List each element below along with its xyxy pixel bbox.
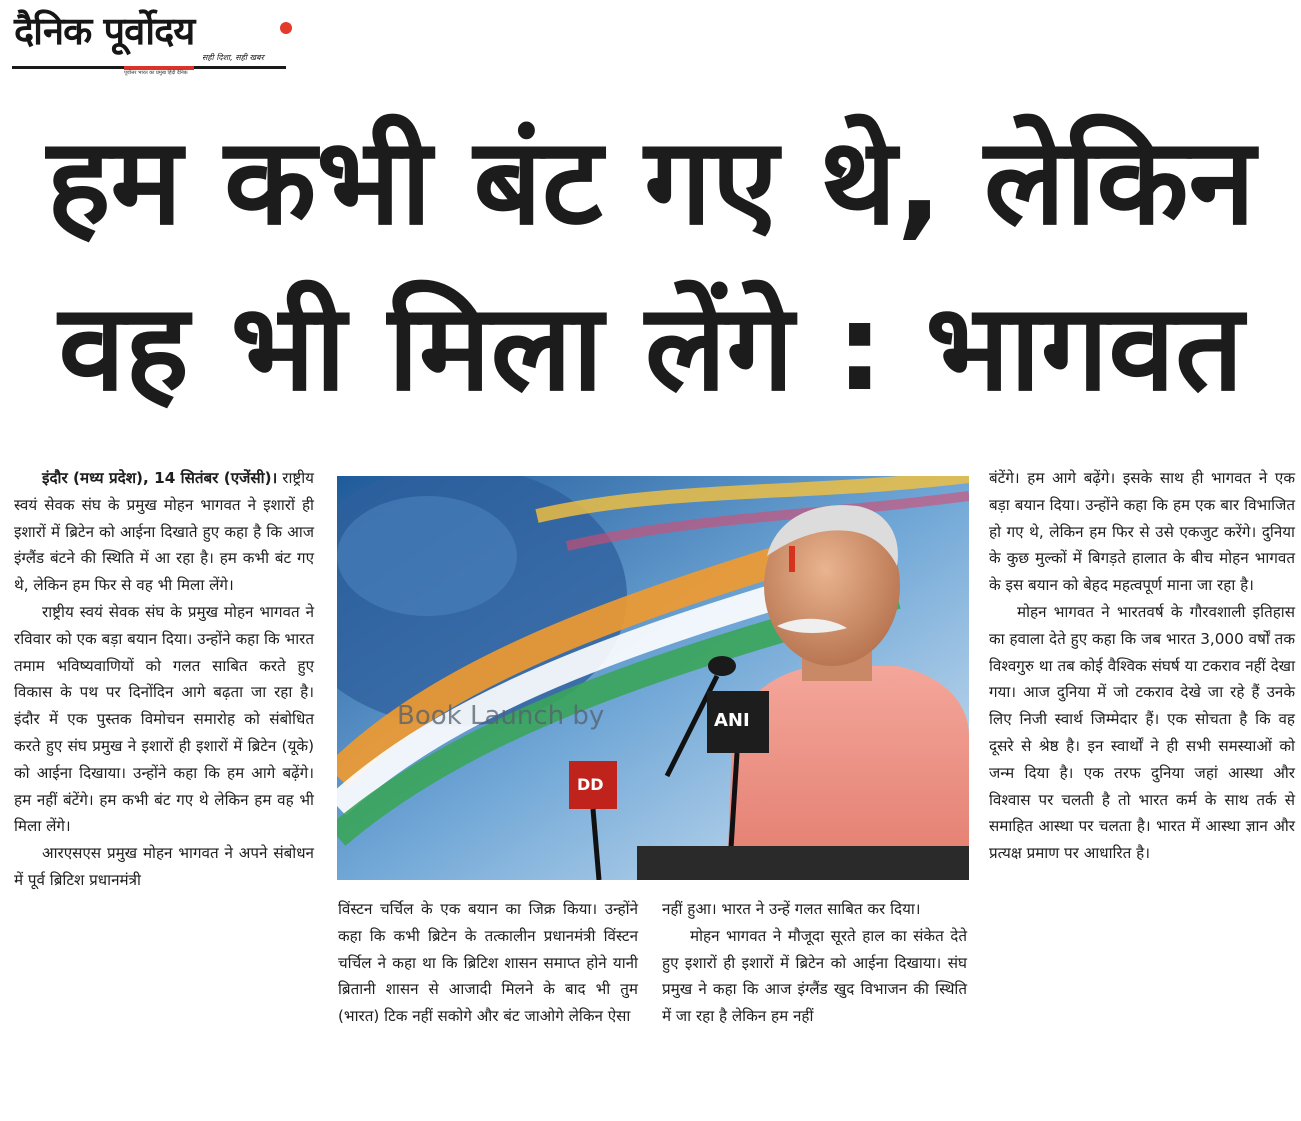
news-photo-illustration <box>337 476 969 880</box>
paragraph-7: बंटेंगे। हम आगे बढ़ेंगे। इसके साथ ही भागवत ने एक बड़ा बयान दिया। उन्होंने कहा कि हम एक बार विभाजित हो गए थे, लेकिन हम फिर से उसे एकजुट करेंगे। दुनिया के कुछ मुल्कों में बिगड़ते हालात के बीच मोहन भागवत के इस बयान को बेहद महत्वपूर्ण माना जा रहा है। <box>989 469 1295 595</box>
paragraph-2: राष्ट्रीय स्वयं सेवक संघ के प्रमुख मोहन भागवत ने रविवार को एक बड़ा बयान दिया। उन्होंने कहा कि भारत तमाम भविष्यवाणियों को गलत साबित करते हुए विकास के पथ पर दिनोंदिन आगे बढ़ता जा रहा है। इंदौर में एक पुस्तक विमोचन समारोह को संबोधित करते हुए संघ प्रमुख ने इशारों ही इशारों में ब्रिटेन (यूके) को आईना दिखाया। उन्होंने कहा कि हम आगे बढ़ेंगे। हम नहीं बंटेंगे। हम कभी बंट गए थे लेकिन हम वह भी मिला लेंगे। <box>14 602 314 836</box>
backdrop-text: Book Launch by <box>397 701 605 731</box>
newspaper-tagline: सही दिशा, सही खबर <box>202 53 264 62</box>
masthead <box>12 8 288 74</box>
article-column-1 <box>14 465 314 894</box>
dd-mic-label: DD <box>577 775 604 794</box>
paragraph-3: आरएसएस प्रमुख मोहन भागवत ने अपने संबोधन में पूर्व ब्रिटिश प्रधानमंत्री <box>14 844 314 889</box>
paragraph-1: राष्ट्रीय स्वयं सेवक संघ के प्रमुख मोहन भागवत ने इशारों ही इशारों में ब्रिटेन को आईना दिखाते हुए कहा है कि आज इंग्लैंड बंटने की स्थिति में आ रहा है। हम कभी बंट गए थे, लेकिन हम फिर से वह भी मिला लेंगे। <box>14 469 314 595</box>
microphone-top <box>708 656 736 676</box>
article-column-3 <box>662 896 967 1030</box>
paragraph-4: विंस्टन चर्चिल के एक बयान का जिक्र किया। उन्होंने कहा कि कभी ब्रिटेन के तत्कालीन प्रधानमंत्री विंस्टन चर्चिल ने कहा था कि ब्रिटिश शासन समाप्त होने यानी ब्रितानी शासन से आजादी मिलने के बाद भी तुम (भारत) टिक नहीं सकोगे और बंट जाओगे लेकिन ऐसा <box>338 900 638 1026</box>
ani-mic-label: ANI <box>714 710 750 731</box>
paragraph-5: नहीं हुआ। भारत ने उन्हें गलत साबित कर दिया। <box>662 900 921 918</box>
logo-red-dot <box>280 22 292 34</box>
newspaper-logo-title: दैनिक पूर्वोदय <box>14 9 195 53</box>
podium <box>637 846 969 880</box>
article-column-2 <box>338 896 638 1030</box>
headline-line-2: वह भी मिला लेंगे : भागवत <box>58 279 1244 418</box>
news-photo <box>337 476 969 880</box>
paragraph-6: मोहन भागवत ने मौजूदा सूरते हाल का संकेत देते हुए इशारों ही इशारों में ब्रिटेन को आईना दिखाया। संघ प्रमुख ने कहा कि आज इंग्लैंड खुद विभाजन की स्थिति में जा रहा है लेकिन हम नहीं <box>662 926 967 1026</box>
article-column-4 <box>989 465 1295 867</box>
masthead-small-line: पूर्वोत्तर भारत का प्रमुख हिंदी दैनिक <box>124 70 188 76</box>
dateline: इंदौर (मध्य प्रदेश), 14 सितंबर (एजेंसी)। <box>42 469 278 487</box>
paragraph-8: मोहन भागवत ने भारतवर्ष के गौरवशाली इतिहास का हवाला देते हुए कहा कि जब भारत 3,000 वर्षों तक विश्वगुरु था तब कोई वैश्विक संघर्ष या टकराव नहीं देखा गया। आज दुनिया में जो टकराव देखे जा रहे हैं उनके लिए निजी स्वार्थ जिम्मेदार हैं। एक सोचता है कि वह दूसरे से श्रेष्ठ है। इन स्वार्थों ने ही सभी समस्याओं को जन्म दिया है। एक तरफ दुनिया जहां आस्था और विश्वास पर चलती है तो भारत कर्म के साथ तर्क से समाहित आस्था पर चलता है। भारत में आस्था ज्ञान और प्रत्यक्ष प्रमाण पर आधारित है। <box>989 602 1295 863</box>
headline-line-1: हम कभी बंट गए थे, लेकिन <box>46 113 1256 252</box>
